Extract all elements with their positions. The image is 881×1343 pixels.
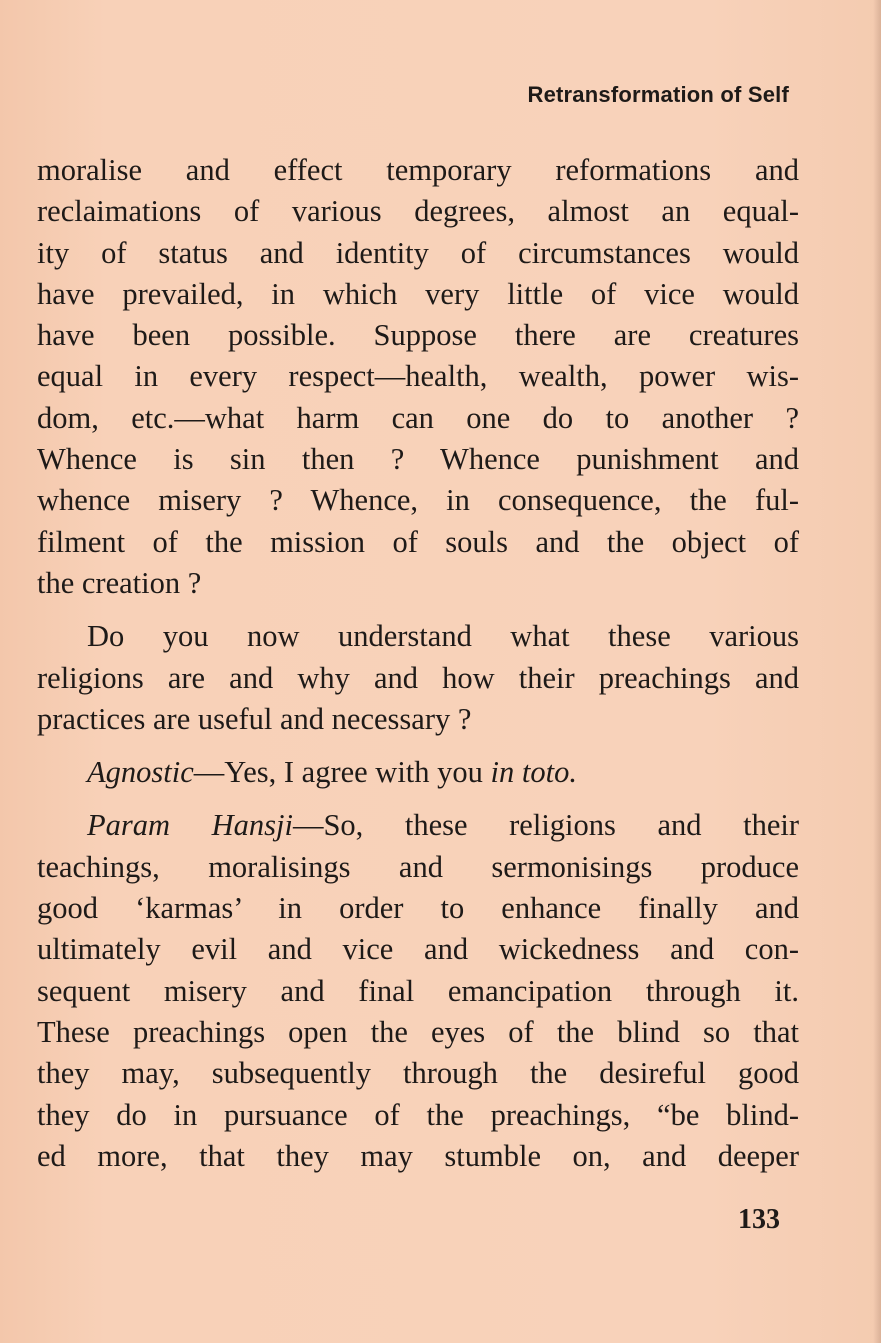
text-line: have prevailed, in which very little of vice would (37, 276, 799, 311)
text-line: ultimately evil and vice and wickedness and con- (37, 932, 799, 967)
text-line: practices are useful and necessary ? (37, 701, 472, 736)
running-head: Retransformation of Self (527, 82, 789, 107)
text-line: teachings, moralisings and sermonisings produce (37, 849, 799, 884)
text-line: whence misery ? Whence, in consequence, the ful- (37, 483, 799, 518)
paragraph-param-hansji (37, 805, 799, 1177)
text-line: dom, etc.—what harm can one do to another ? (37, 400, 799, 435)
text-line: the creation ? (37, 565, 202, 600)
text-line: have been possible. Suppose there are creatures (37, 318, 799, 353)
text-line: good ‘karmas’ in order to enhance finally and (37, 891, 799, 926)
text-line: religions are and why and how their preachings and (37, 660, 799, 695)
text-line: ed more, that they may stumble on, and deeper (37, 1138, 799, 1173)
speaker-name: Agnostic (87, 755, 194, 790)
text-line: they may, subsequently through the desireful good (37, 1056, 799, 1091)
paragraph-1 (37, 150, 799, 604)
speaker-separator: — (292, 808, 324, 843)
text-line: reclaimations of various degrees, almost an equal- (37, 194, 799, 229)
text-line: moralise and effect temporary reformations and (37, 153, 799, 187)
page-edge-shadow (873, 0, 881, 1343)
dialogue-text: So, these religions and their (323, 808, 800, 843)
page-number: 133 (738, 1204, 780, 1235)
text-line: filment of the mission of souls and the object of (37, 524, 799, 559)
dialogue-line (37, 752, 799, 793)
paragraph-agnostic (37, 752, 799, 793)
text-line: equal in every respect—health, wealth, power wis- (37, 359, 799, 394)
text-line: they do in pursuance of the preachings, “be blind- (37, 1097, 799, 1132)
paragraph-2 (37, 616, 799, 740)
speaker-name: Param Hansji (87, 808, 293, 843)
dialogue-line (37, 805, 799, 846)
speaker-separator: — (193, 755, 225, 790)
text-line: Do you now understand what these various (87, 619, 799, 654)
text-line: sequent misery and final emancipation through it. (37, 973, 799, 1008)
emphasis-text: in toto. (490, 755, 577, 790)
body-text (37, 150, 799, 1177)
text-line: ity of status and identity of circumstances would (37, 235, 799, 270)
text-line: Whence is sin then ? Whence punishment and (37, 442, 799, 477)
dialogue-text: Yes, I agree with you (224, 755, 491, 790)
text-line: These preachings open the eyes of the blind so that (37, 1014, 799, 1049)
